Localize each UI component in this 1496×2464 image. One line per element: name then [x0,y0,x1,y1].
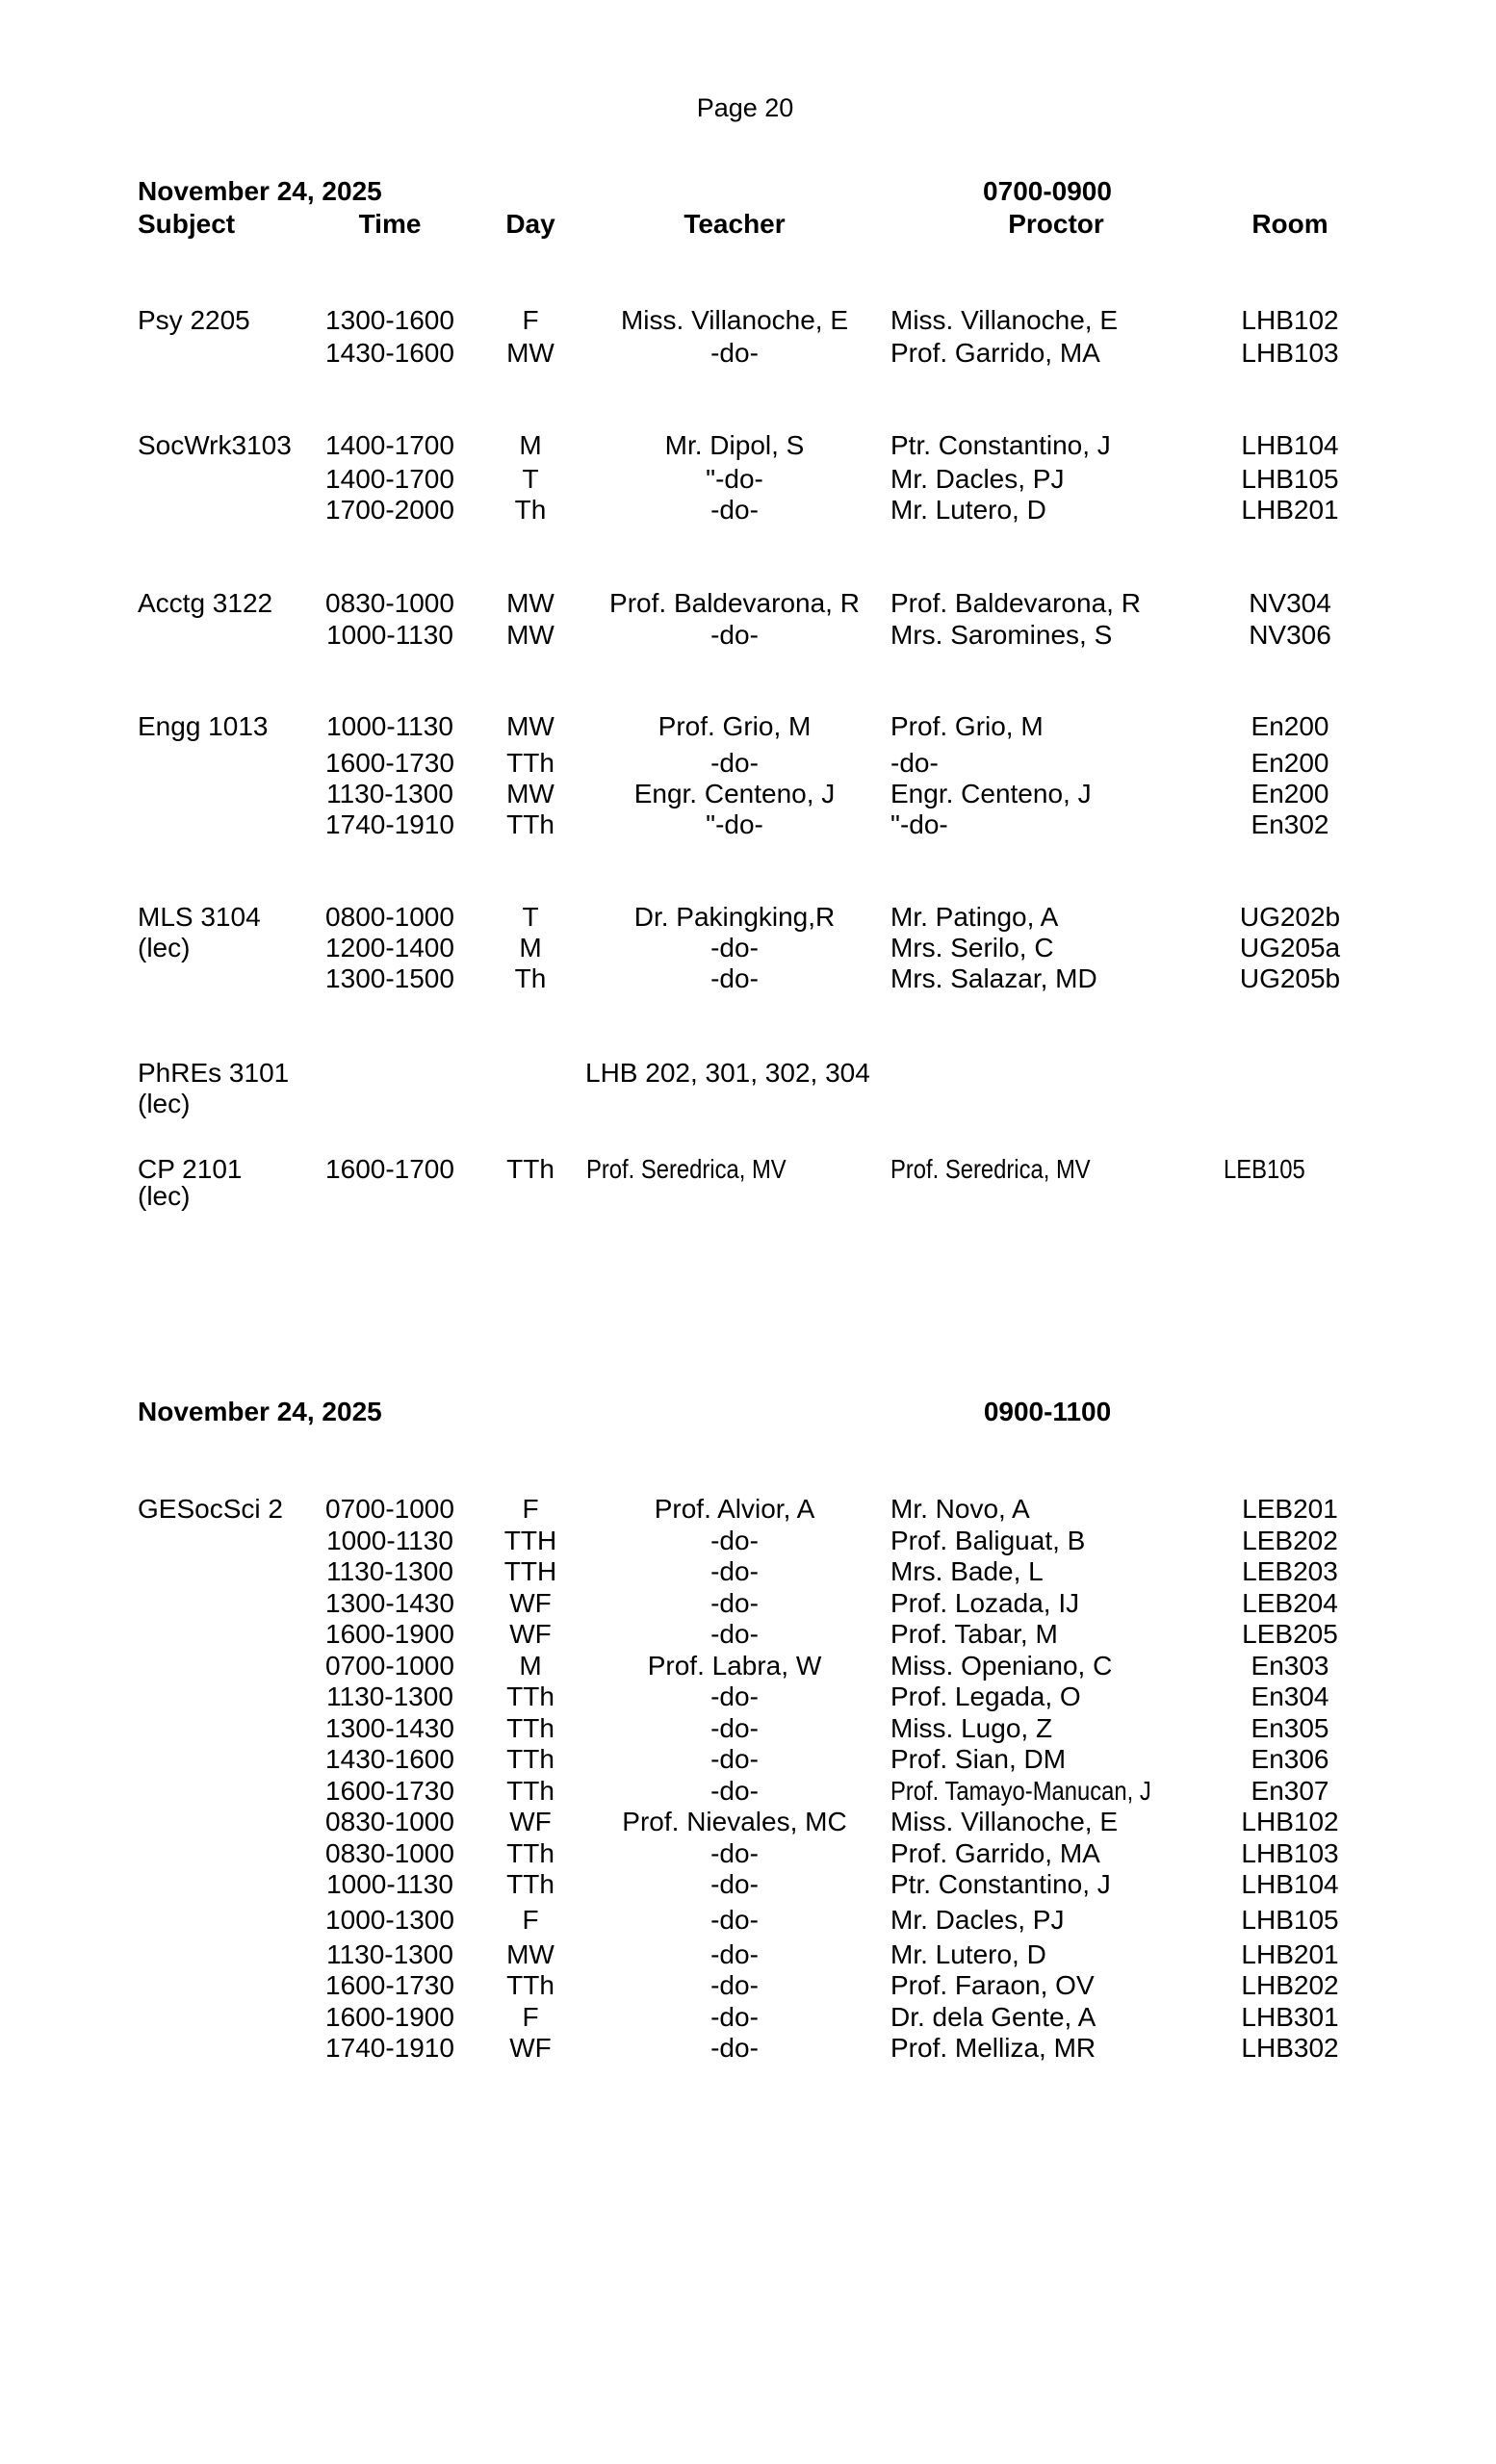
room-cell: LHB102 [1241,305,1339,335]
time-cell: 0700-1000 [325,1651,454,1681]
proctor-cell: Prof. Faraon, OV [890,1970,1095,2000]
proctor-cell: Prof. Grio, M [890,711,1044,741]
time-cell: 1200-1400 [325,933,454,962]
teacher-cell: Prof. Alvior, A [654,1494,815,1524]
room-cell: LHB105 [1241,464,1339,494]
room-cell: En307 [1251,1776,1329,1806]
proctor-cell: Prof. Tabar, M [890,1619,1058,1649]
teacher-cell: Prof. Labra, W [647,1651,822,1681]
proctor-cell: Mrs. Serilo, C [890,933,1054,962]
day-cell: TTh [506,748,555,778]
teacher-cell: -do- [710,1588,759,1618]
day-cell: WF [509,1807,552,1836]
time-cell: 0830-1000 [325,1838,454,1868]
room-cell: En304 [1251,1681,1329,1711]
time-cell: 1700-2000 [325,495,454,525]
room-cell [1224,1155,1320,1185]
room-cell: LHB102 [1241,1807,1339,1836]
day-cell: TTh [506,1681,555,1711]
day-cell: Th [514,963,547,993]
time-cell: 1430-1600 [325,338,454,368]
room-cell: NV304 [1249,588,1331,618]
day-cell: TTH [503,1556,557,1586]
time-cell: 1430-1600 [325,1744,454,1774]
teacher-cell: -do- [710,1681,759,1711]
day-cell: M [519,933,542,962]
teacher-cell: -do- [710,963,759,993]
day-cell: TTh [506,809,555,839]
day-cell: TTh [506,1154,555,1184]
time-cell: 1740-1910 [325,809,454,839]
teacher-cell: -do- [710,338,759,368]
day-cell: TTH [503,1526,557,1555]
day-cell: MW [506,588,555,618]
teacher-cell: Mr. Dipol, S [664,430,805,460]
subject-cell: CP 2101 [138,1154,243,1184]
subject-note: (lec) [138,933,191,962]
special-rooms-text: LHB 202, 301, 302, 304 [585,1058,870,1088]
day-cell: MW [506,779,555,808]
day-cell: M [519,430,542,460]
room-cell: LEB201 [1242,1494,1338,1524]
proctor-cell: Miss. Openiano, C [890,1651,1113,1681]
room-cell: LHB302 [1241,2033,1339,2063]
col-header-day: Day [505,209,555,239]
day-cell: TTh [506,1838,555,1868]
section-time-range: 0900-1100 [983,1397,1112,1426]
proctor-cell: "-do- [890,809,948,839]
time-cell: 0830-1000 [325,1807,454,1836]
proctor-cell: Mr. Dacles, PJ [890,1905,1065,1935]
col-header-subject: Subject [138,209,236,239]
proctor-cell: Miss. Villanoche, E [890,1807,1119,1836]
time-cell: 1000-1130 [326,620,453,650]
teacher-cell-condensed-text: Prof. Seredrica, MV [586,1154,787,1184]
room-cell: LHB202 [1241,1970,1339,2000]
teacher-cell: -do- [710,1744,759,1774]
proctor-cell: -do- [890,748,939,778]
time-cell: 1130-1300 [326,1939,453,1969]
proctor-cell: Miss. Villanoche, E [890,305,1119,335]
day-cell: WF [509,1619,552,1649]
room-cell: LEB202 [1242,1526,1338,1555]
time-cell: 0700-1000 [325,1494,454,1524]
proctor-cell [890,1777,1198,1807]
time-cell: 1400-1700 [325,430,454,460]
time-cell: 1600-1700 [325,1154,454,1184]
teacher-cell: -do- [710,1713,759,1743]
day-cell: WF [509,1588,552,1618]
teacher-cell: Prof. Nievales, MC [622,1807,847,1836]
day-cell: F [522,1905,539,1935]
proctor-cell: Prof. Garrido, MA [890,338,1100,368]
room-cell: LEB205 [1242,1619,1338,1649]
room-cell: LHB103 [1241,338,1339,368]
day-cell: MW [506,338,555,368]
proctor-cell: Prof. Melliza, MR [890,2033,1096,2063]
room-cell: UG202b [1239,902,1341,932]
teacher-cell: Prof. Baldevarona, R [609,588,860,618]
proctor-cell: Mrs. Bade, L [890,1556,1044,1586]
col-header-room: Room [1251,209,1328,239]
day-cell: MW [506,711,555,741]
proctor-cell [890,1155,1125,1185]
time-cell: 0830-1000 [325,588,454,618]
teacher-cell: -do- [710,1905,759,1935]
teacher-cell: Miss. Villanoche, E [620,305,849,335]
subject-cell: SocWrk3103 [138,430,292,460]
teacher-cell: -do- [710,1556,759,1586]
day-cell: TTh [506,1869,555,1899]
room-cell: En200 [1251,779,1329,808]
room-cell: UG205b [1239,963,1341,993]
day-cell: T [522,902,539,932]
section-date: November 24, 2025 [138,176,382,206]
room-cell: LHB103 [1241,1838,1339,1868]
proctor-cell: Ptr. Constantino, J [890,430,1111,460]
day-cell: T [522,464,539,494]
teacher-cell: -do- [710,2002,759,2032]
room-cell: LEB203 [1242,1556,1338,1586]
subject-cell: Acctg 3122 [138,588,273,618]
teacher-cell: Engr. Centeno, J [633,779,836,808]
room-cell-condensed-text: LEB105 [1224,1154,1305,1184]
proctor-cell: Prof. Garrido, MA [890,1838,1100,1868]
proctor-cell: Prof. Baliguat, B [890,1526,1086,1555]
room-cell: En305 [1251,1713,1329,1743]
room-cell: LHB105 [1241,1905,1339,1935]
time-cell: 1600-1730 [325,1970,454,2000]
day-cell: TTh [506,1713,555,1743]
day-cell: F [522,305,539,335]
day-cell: MW [506,1939,555,1969]
room-cell: NV306 [1249,620,1331,650]
subject-cell: MLS 3104 [138,902,261,932]
day-cell: F [522,1494,539,1524]
room-cell: LHB104 [1241,430,1339,460]
time-cell: 1130-1300 [326,1556,453,1586]
proctor-cell-condensed-text: Prof. Tamayo-Manucan, J [890,1776,1151,1806]
room-cell: En200 [1251,711,1329,741]
proctor-cell: Mr. Patingo, A [890,902,1059,932]
room-cell: LHB104 [1241,1869,1339,1899]
time-cell: 1130-1300 [326,1681,453,1711]
proctor-cell: Miss. Lugo, Z [890,1713,1053,1743]
room-cell: UG205a [1239,933,1341,962]
teacher-cell: -do- [710,1526,759,1555]
time-cell: 1300-1500 [325,963,454,993]
teacher-cell [586,1155,821,1185]
time-cell: 1000-1300 [325,1905,454,1935]
teacher-cell: -do- [710,1838,759,1868]
room-cell: En200 [1251,748,1329,778]
teacher-cell: -do- [710,1869,759,1899]
day-cell: M [519,1651,542,1681]
time-cell: 1300-1430 [325,1713,454,1743]
subject-cell: PhREs 3101 [138,1058,290,1088]
teacher-cell: -do- [710,1619,759,1649]
proctor-cell: Prof. Baldevarona, R [890,588,1141,618]
proctor-cell: Prof. Lozada, IJ [890,1588,1080,1618]
room-cell: LHB201 [1241,495,1339,525]
teacher-cell: -do- [710,1939,759,1969]
day-cell: TTh [506,1776,555,1806]
proctor-cell: Mr. Lutero, D [890,1939,1046,1969]
teacher-cell: -do- [710,495,759,525]
proctor-cell: Ptr. Constantino, J [890,1869,1111,1899]
proctor-cell: Mr. Dacles, PJ [890,464,1065,494]
proctor-cell: Mrs. Salazar, MD [890,963,1097,993]
col-header-time: Time [358,209,422,239]
proctor-cell: Prof. Sian, DM [890,1744,1067,1774]
room-cell: LHB301 [1241,2002,1339,2032]
day-cell: MW [506,620,555,650]
teacher-cell: -do- [710,1776,759,1806]
day-cell: WF [509,2033,552,2063]
time-cell: 1740-1910 [325,2033,454,2063]
subject-cell: GESocSci 2 [138,1494,283,1524]
proctor-cell-condensed-text: Prof. Seredrica, MV [890,1154,1091,1184]
proctor-cell: Mr. Novo, A [890,1494,1030,1524]
col-header-proctor: Proctor [1008,209,1104,239]
room-cell: En303 [1251,1651,1329,1681]
subject-note: (lec) [138,1089,191,1118]
time-cell: 1000-1130 [326,1869,453,1899]
time-cell: 1600-1900 [325,1619,454,1649]
subject-cell: Psy 2205 [138,305,250,335]
teacher-cell: -do- [710,2033,759,2063]
time-cell: 1300-1600 [325,305,454,335]
day-cell: Th [514,495,547,525]
room-cell: LHB201 [1241,1939,1339,1969]
teacher-cell: Dr. Pakingking,R [633,902,836,932]
room-cell: LEB204 [1242,1588,1338,1618]
teacher-cell: Prof. Grio, M [658,711,812,741]
room-cell: En302 [1251,809,1329,839]
time-cell: 0800-1000 [325,902,454,932]
proctor-cell: Dr. dela Gente, A [890,2002,1096,2032]
time-cell: 1600-1730 [325,748,454,778]
proctor-cell: Engr. Centeno, J [890,779,1092,808]
time-cell: 1300-1430 [325,1588,454,1618]
day-cell: TTh [506,1970,555,2000]
teacher-cell: -do- [710,620,759,650]
time-cell: 1000-1130 [326,1526,453,1555]
day-cell: F [522,2002,539,2032]
time-cell: 1000-1130 [326,711,453,741]
teacher-cell: -do- [710,1970,759,2000]
teacher-cell: "-do- [706,464,763,494]
proctor-cell: Mr. Lutero, D [890,495,1046,525]
section-time-range: 0700-0900 [983,176,1112,206]
teacher-cell: -do- [710,933,759,962]
teacher-cell: -do- [710,748,759,778]
col-header-teacher: Teacher [684,209,786,239]
time-cell: 1600-1730 [325,1776,454,1806]
time-cell: 1600-1900 [325,2002,454,2032]
subject-cell: Engg 1013 [138,711,269,741]
page-number: Page 20 [696,93,794,122]
time-cell: 1130-1300 [326,779,453,808]
room-cell: En306 [1251,1744,1329,1774]
teacher-cell: "-do- [706,809,763,839]
time-cell: 1400-1700 [325,464,454,494]
subject-note: (lec) [138,1181,191,1211]
section-date: November 24, 2025 [138,1397,382,1426]
proctor-cell: Mrs. Saromines, S [890,620,1113,650]
day-cell: TTh [506,1744,555,1774]
proctor-cell: Prof. Legada, O [890,1681,1081,1711]
